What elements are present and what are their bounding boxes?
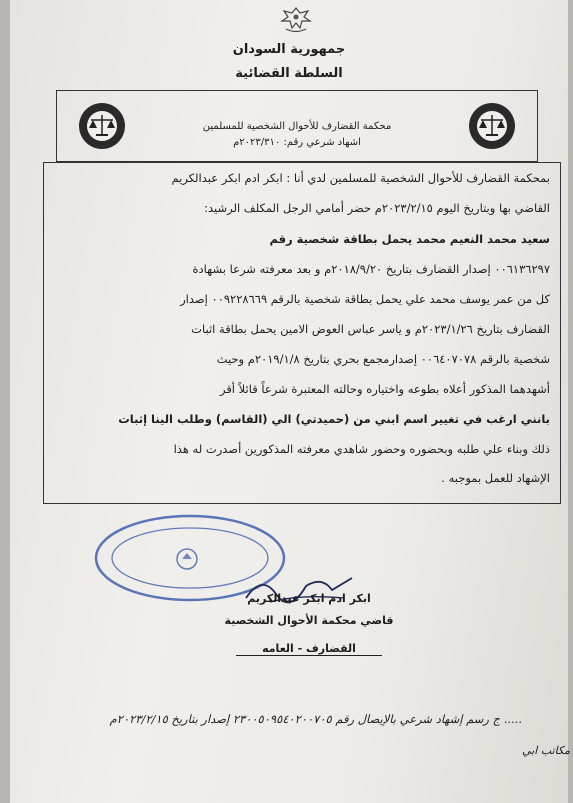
- judge-name: ابكر ادم ابكر عبدالكريم: [247, 592, 371, 605]
- certificate-number: اشهاد شرعي رقم: ٢٠٢٣/٣١٠م: [233, 137, 361, 148]
- body-line: الإشهاد للعمل بموجبه .: [441, 471, 550, 485]
- court-location: القضارف - العامه: [236, 642, 382, 656]
- state-name: جمهورية السودان: [232, 42, 346, 57]
- certificate-body: [43, 162, 561, 504]
- judge-title: قاضي محكمة الأحوال الشخصية: [224, 614, 394, 627]
- prepared-by-note: مكاتب ابي: [522, 744, 570, 757]
- header-box: [56, 90, 538, 162]
- body-line: القضارف بتاريخ ٢٠٢٣/١/٢٦م و ياسر عباس العوض الامين يحمل بطاقة اثبات: [191, 322, 550, 336]
- judge-signature: [240, 568, 360, 612]
- body-line: شخصية بالرقم ٠٠٦٤٠٧٠٧٨ إصدارمجمع بحري بتاريخ ٢٠١٩/١/٨م وحيث: [216, 352, 550, 366]
- body-line: بمحكمة القضارف للأحوال الشخصية للمسلمين لدي أنا : ابكر ادم ابكر عبدالكريم: [171, 171, 550, 185]
- body-line: بانني ارغب في تغيير اسم ابني من (حميدتي) الي (القاسم) وطلب الينا إثبات: [118, 412, 550, 426]
- sudan-emblem-icon: [278, 4, 314, 34]
- body-line: القاضي بها وبتاريخ اليوم ٢٠٢٣/٢/١٥م حضر أمامي الرجل المكلف الرشيد:: [204, 201, 550, 215]
- body-line: أشهدهما المذكور أعلاه بطوعه واختياره وحالته المعتبرة شرعاً قائلاً أقر: [219, 382, 550, 396]
- body-line: سعيد محمد النعيم محمد يحمل بطاقة شخصية رقم: [269, 232, 550, 246]
- fee-receipt-note: ..... ج رسم إشهاد شرعي بالإيصال رقم ٢٣٠٠٥٠٩٥٤٠٢٠٠٧٠٥ إصدار بتاريخ ٢٠٢٣/٢/١٥م: [109, 712, 522, 726]
- body-line: ذلك وبناء علي طلبه وبحضوره وحضور شاهدي معرفته المذكورين أصدرت له هذا: [173, 442, 550, 456]
- authority-name: السلطة القضائية: [235, 66, 343, 81]
- body-line: ٠٠٦١٣٦٢٩٧ إصدار القضارف بتاريخ ٢٠١٨/٩/٢٠م و بعد معرفته شرعا بشهادة: [192, 262, 550, 276]
- certificate-page: [10, 0, 568, 803]
- body-line: كل من عمر يوسف محمد علي يحمل بطاقة شخصية بالرقم ٠٠٩٢٢٨٦٦٩ إصدار: [180, 292, 550, 306]
- court-name: محكمة القضارف للأحوال الشخصية للمسلمين: [202, 121, 392, 132]
